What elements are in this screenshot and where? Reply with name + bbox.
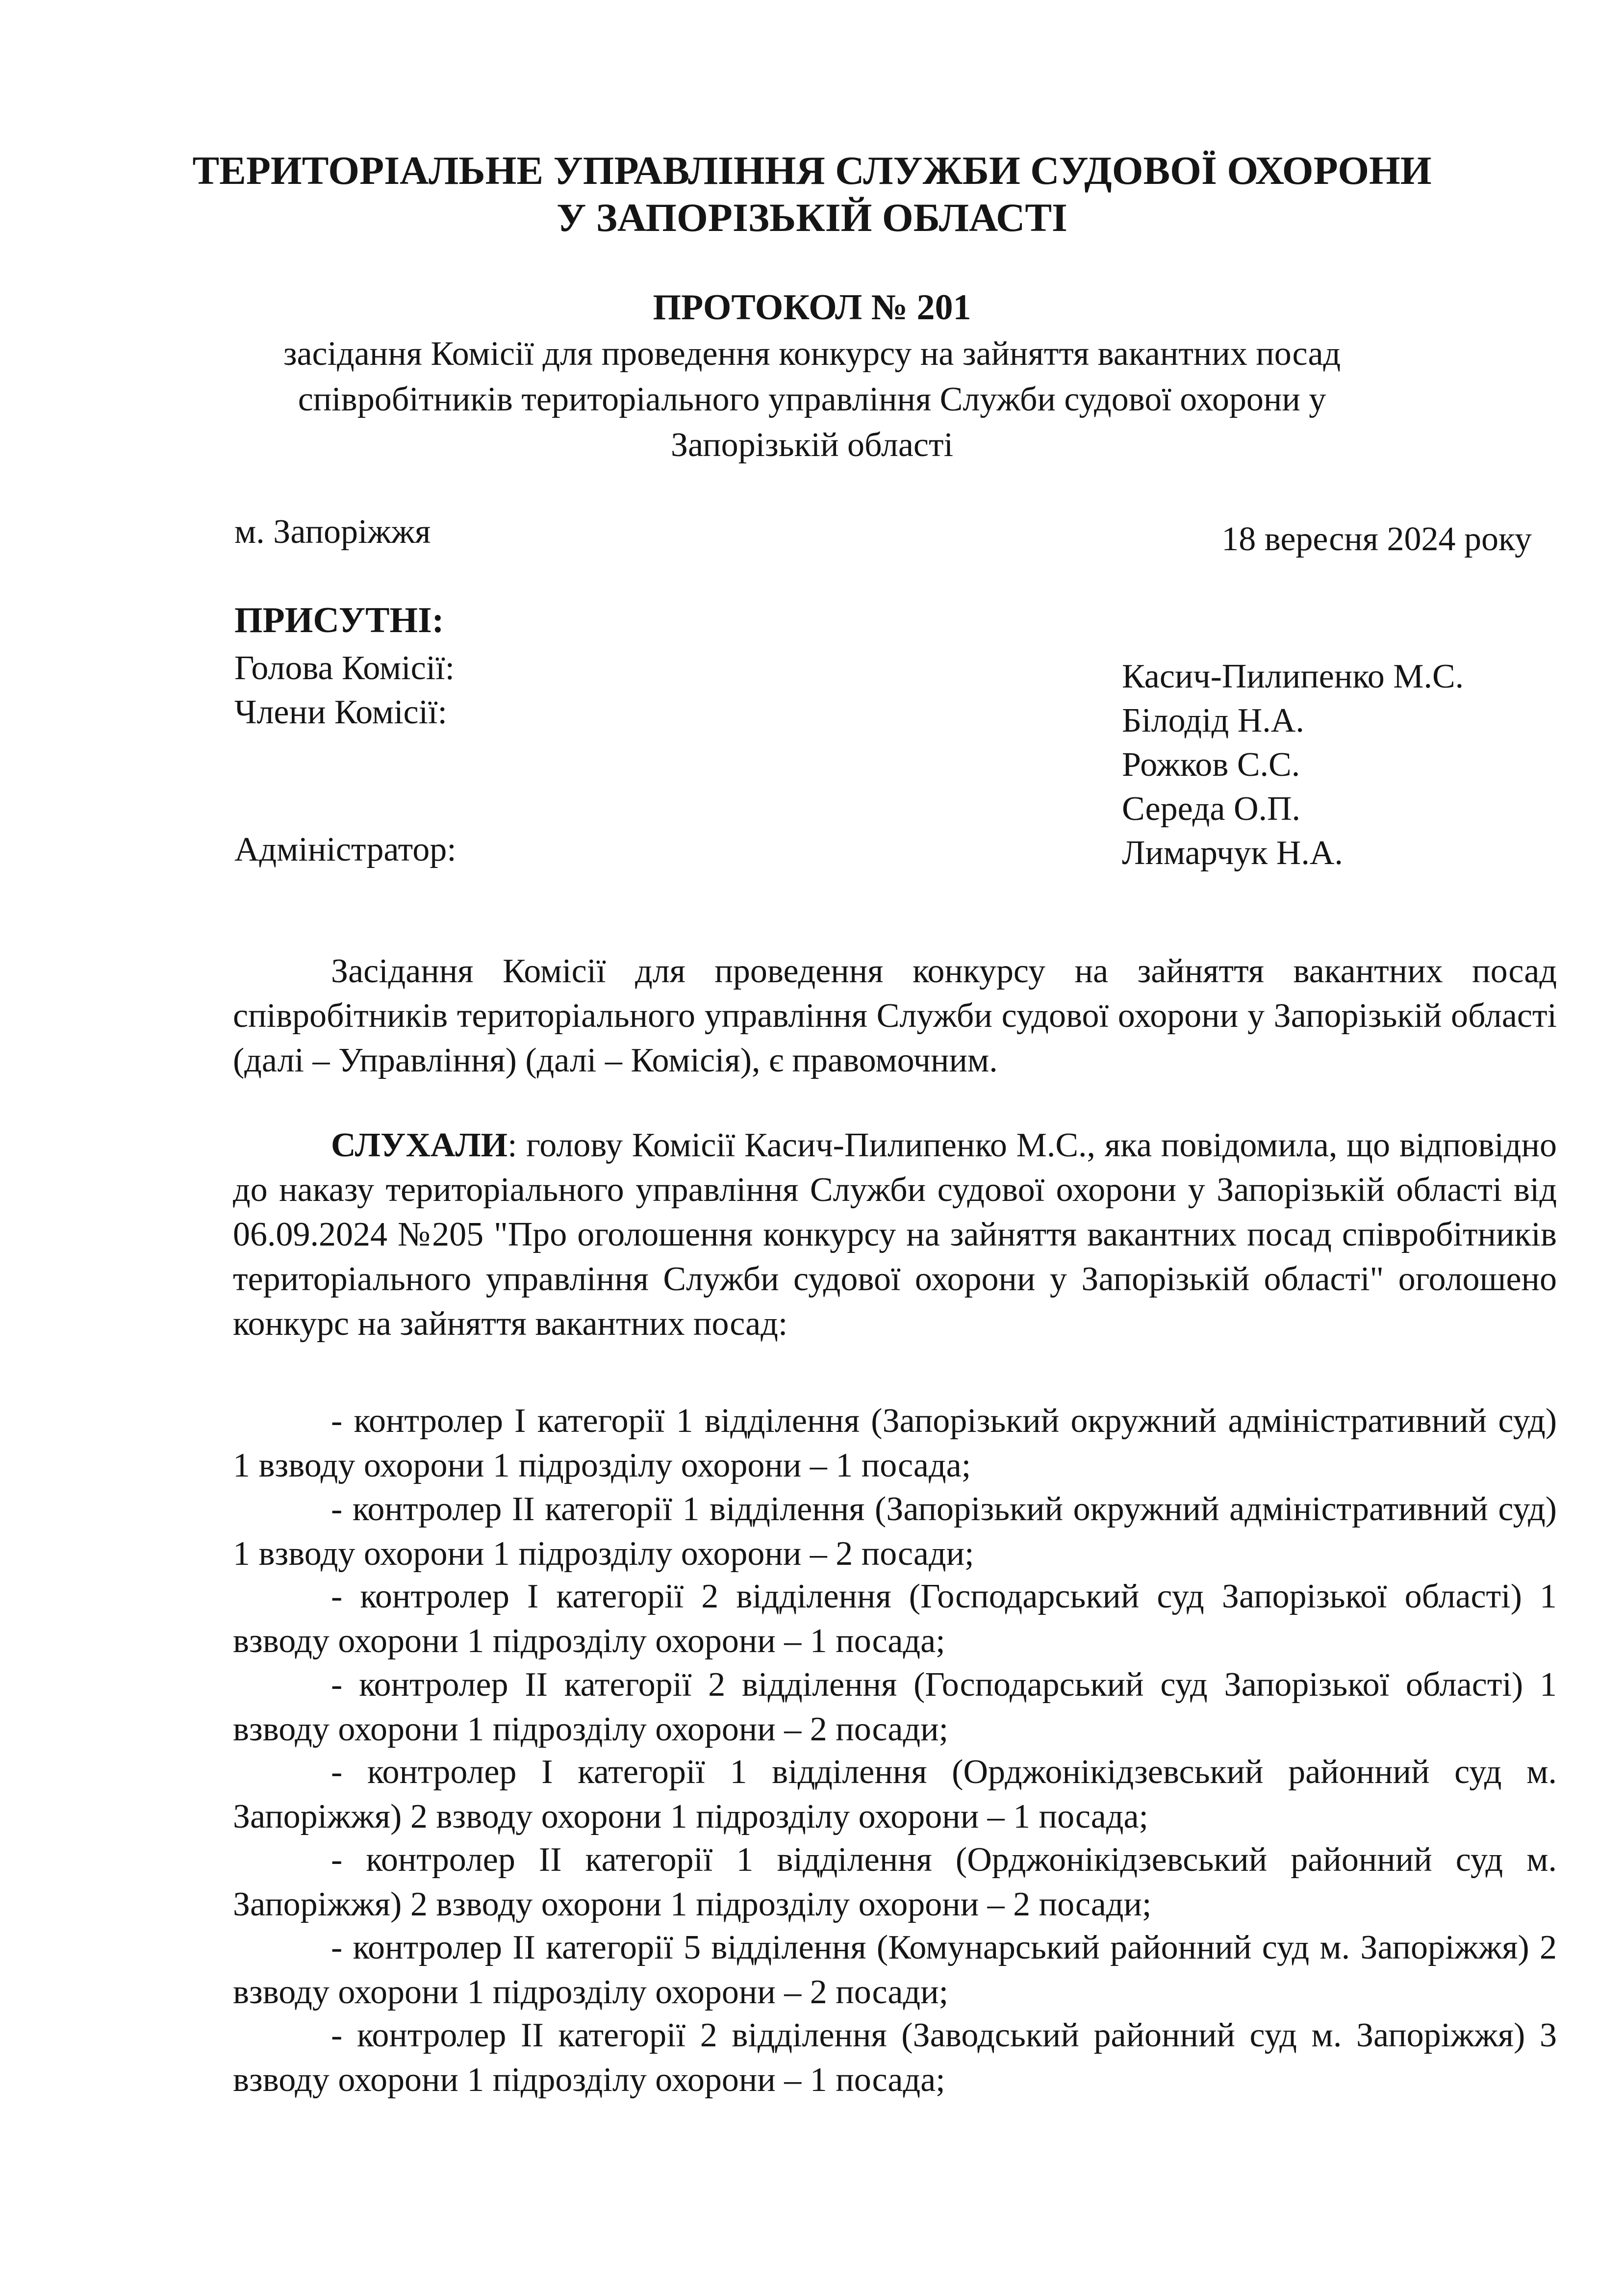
protocol-subtitle-line-2: співробітників територіального управління Служби судової охорони у xyxy=(298,381,1326,418)
protocol-subtitle-line-3: Запорізькій області xyxy=(670,426,954,464)
chair-label: Голова Комісії: xyxy=(234,649,455,687)
member-name: Білодід Н.А. xyxy=(1122,702,1304,739)
position-item: - контролер I категорії 1 відділення (Запорізький окружний адміністративний суд) 1 взводу охорони 1 підрозділу охорони – 1 посада; xyxy=(233,1402,1557,1484)
heard-label: СЛУХАЛИ xyxy=(331,1126,508,1164)
protocol-title: ПРОТОКОЛ № 201 xyxy=(653,287,971,328)
position-item: - контролер I категорії 2 відділення (Господарський суд Запорізької області) 1 взводу охорони 1 підрозділу охорони – 1 посада; xyxy=(233,1578,1557,1660)
attendees-heading: ПРИСУТНІ: xyxy=(234,600,444,640)
position-item: - контролер II категорії 2 відділення (Заводський районний суд м. Запоріжжя) 3 взводу охорони 1 підрозділу охорони – 1 посада; xyxy=(233,2016,1557,2099)
header-line-1: ТЕРИТОРІАЛЬНЕ УПРАВЛІННЯ СЛУЖБИ СУДОВОЇ ОХОРОНИ xyxy=(192,148,1432,193)
administrator-label: Адміністратор: xyxy=(234,831,457,868)
member-name: Рожков С.С. xyxy=(1122,746,1300,784)
place-of-meeting: м. Запоріжжя xyxy=(234,513,431,551)
position-item: - контролер II категорії 5 відділення (Комунарський районний суд м. Запоріжжя) 2 взводу охорони 1 підрозділу охорони – 2 посади; xyxy=(233,1929,1557,2011)
meeting-date: 18 вересня 2024 року xyxy=(1221,520,1532,558)
heard-paragraph xyxy=(233,1123,1557,1346)
position-item: - контролер II категорії 1 відділення (Орджонікідзевський районний суд м. Запоріжжя) 2 взводу охорони 1 підрозділу охорони – 2 посади; xyxy=(233,1841,1557,1923)
intro-paragraph: Засідання Комісії для проведення конкурсу на зайняття вакантних посад співробітників територіального управління Служби судової охорони у Запорізькій області (далі – Управління) (далі – Комісія), є правомочним. xyxy=(233,952,1557,1079)
members-label: Члени Комісії: xyxy=(234,693,447,731)
position-item: - контролер II категорії 2 відділення (Господарський суд Запорізької області) 1 взводу охорони 1 підрозділу охорони – 2 посади; xyxy=(233,1666,1557,1748)
member-name: Середа О.П. xyxy=(1122,790,1301,828)
position-item: - контролер II категорії 1 відділення (Запорізький окружний адміністративний суд) 1 взводу охорони 1 підрозділу охорони – 2 посади; xyxy=(233,1490,1557,1573)
heard-text: : голову Комісії Касич-Пилипенко М.С., яка повідомила, що відповідно до наказу територіального управління Служби судової охорони у Запорізькій області від 06.09.2024 №205 "Про оголошення конкурсу на зайняття вакантних посад співробітників територіального управління Служби судової охорони у Запорізькій області" оголошено конкурс на зайняття вакантних посад: xyxy=(233,1126,1557,1343)
position-item: - контролер I категорії 1 відділення (Орджонікідзевський районний суд м. Запоріжжя) 2 взводу охорони 1 підрозділу охорони – 1 посада; xyxy=(233,1753,1557,1835)
protocol-subtitle-line-1: засідання Комісії для проведення конкурсу на зайняття вакантних посад xyxy=(283,335,1341,373)
header-line-2: У ЗАПОРІЗЬКІЙ ОБЛАСТІ xyxy=(557,195,1067,240)
administrator-name: Лимарчук Н.А. xyxy=(1122,834,1343,872)
chair-name: Касич-Пилипенко М.С. xyxy=(1122,658,1464,695)
